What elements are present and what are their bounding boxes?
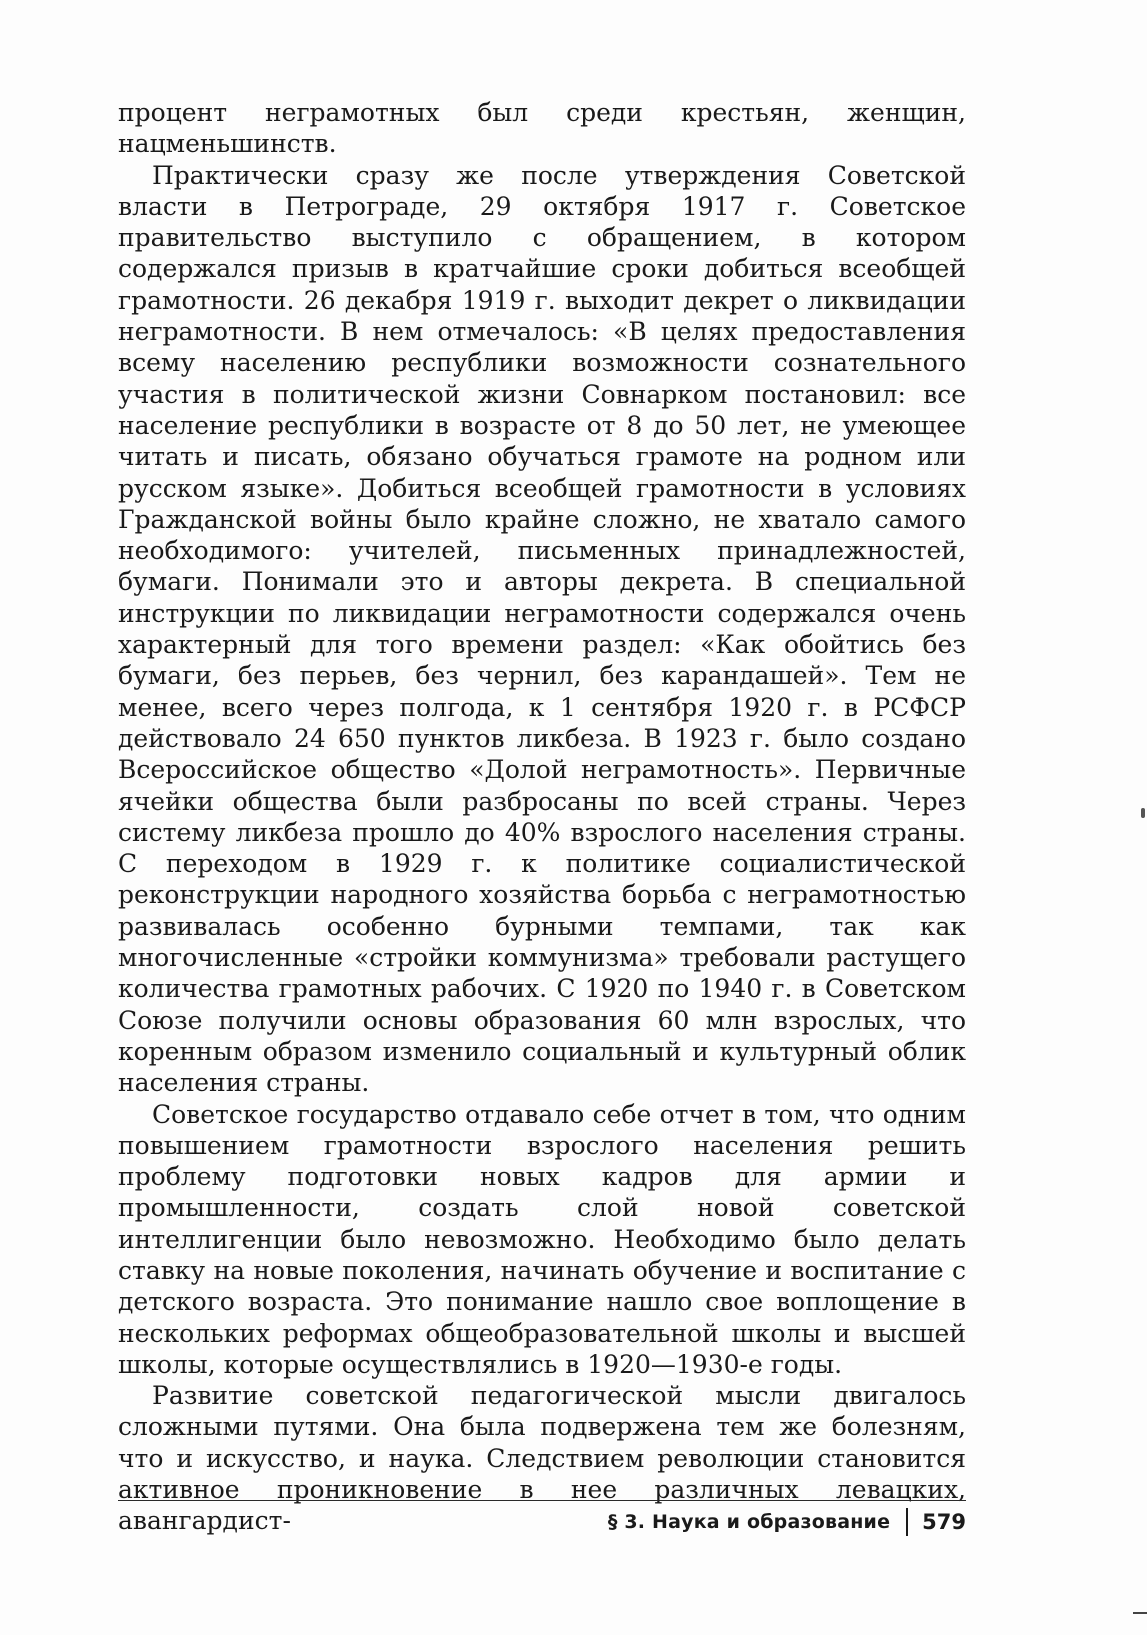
scan-edge-mark-bottom <box>1133 1612 1147 1614</box>
paragraph-continued: процент неграмотных был среди крестьян, женщин, нацменьшинств. <box>118 98 966 159</box>
footer-rule <box>118 1500 966 1501</box>
page-number: 579 <box>922 1510 966 1534</box>
scan-edge-mark <box>1141 808 1145 818</box>
footer-divider <box>906 1508 908 1536</box>
page-footer <box>608 1504 966 1540</box>
running-footer-section: § 3. Наука и образование <box>607 1511 891 1533</box>
paragraph: Развитие советской педагогической мысли двигалось сложными путями. Она была подвержена тем же болезням, что и искусство, и наука. Следствием революции становится активное проникновение в нее различных левацких, авангардист- <box>118 1381 966 1536</box>
paragraph: Советское государство отдавало себе отчет в том, что одним повышением грамотности взрослого населения решить проблему подготовки новых кадров для армии и промышленности, создать слой новой советской интеллигенции было невозможно. Необходимо было делать ставку на новые поколения, начинать обучение и воспитание с детского возраста. Это понимание нашло свое воплощение в нескольких реформах общеобразовательной школы и высшей школы, которые осуществлялись в 1920—1930-е годы. <box>118 1099 966 1379</box>
paragraph: Практически сразу же после утверждения Советской власти в Петрограде, 29 октября 1917 г. Советское правительство выступило с обращением, в котором содержался призыв в кратчайшие сроки добиться всеобщей грамотности. 26 декабря 1919 г. выходит декрет о ликвидации неграмотности. В нем отмечалось: «В целях предоставления всему населению республики возможности сознательного участия в политической жизни Совнарком постановил: все население республики в возрасте от 8 до 50 лет, не умеющее читать и писать, обязано обучаться грамоте на родном или русском языке». Добиться всеобщей грамотности в условиях Гражданской войны было крайне сложно, не хватало самого необходимого: учителей, письменных принадлежностей, бумаги. Понимали это и авторы декрета. В специальной инструкции по ликвидации неграмотности содержался очень характерный для того времени раздел: «Как обойтись без бумаги, без перьев, без чернил, без карандашей». Тем не менее, всего через полгода, к 1 сентября 1920 г. в РСФСР действовало 24 650 пунктов ликбеза. В 1923 г. было создано Всероссийское общество «Долой неграмотность». Первичные ячейки общества были разбросаны по всей страны. Через систему ликбеза прошло до 40% взрослого населения страны. С переходом в 1929 г. к политике социалистической реконструкции народного хозяйства борьба с неграмотностью развивалась особенно бурными темпами, так как многочисленные «стройки коммунизма» требовали растущего количества грамотных рабочих. С 1920 по 1940 г. в Советском Союзе получили основы образования 60 млн взрослых, что коренным образом изменило социальный и культурный облик населения страны. <box>118 160 966 1098</box>
body-text <box>118 97 966 1537</box>
